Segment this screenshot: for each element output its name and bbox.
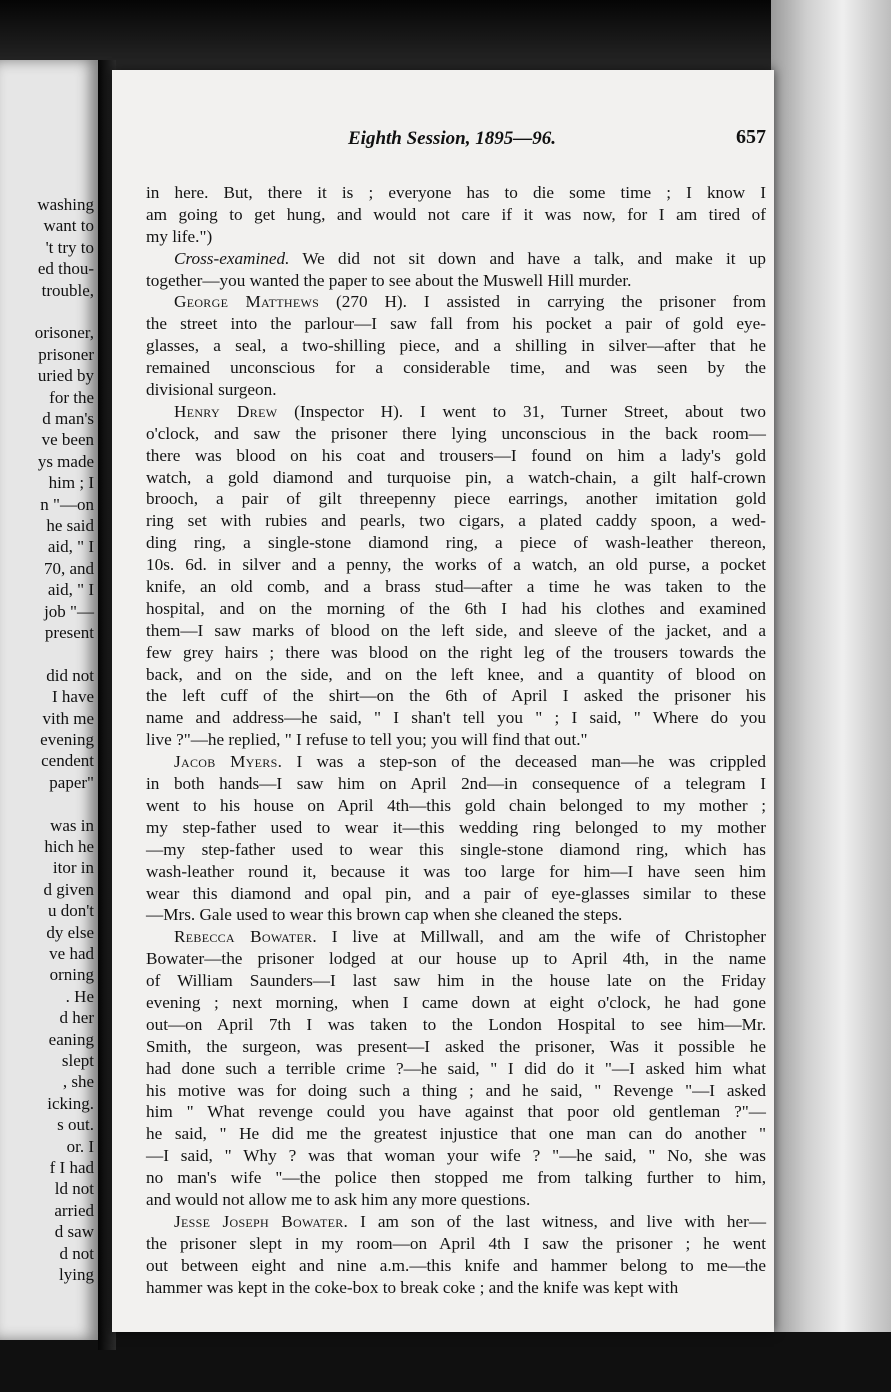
paragraph	[146, 751, 766, 926]
text-line	[146, 1014, 766, 1036]
line-text: —my step-father used to wear this single-stone diamond ring, which has	[146, 839, 766, 859]
line-text: brooch, a pair of gilt threepenny piece earrings, another imitation gold	[146, 489, 766, 509]
text-line	[146, 1080, 766, 1102]
facing-page-line: or. I	[66, 1136, 94, 1156]
facing-page-line: eaning	[48, 1029, 94, 1049]
facing-page-line: dy else	[46, 922, 94, 942]
line-text: out between eight and nine a.m.—this knife and hammer belong to me—the	[146, 1255, 766, 1275]
page-header	[148, 128, 766, 158]
facing-page-line: aid, " I	[47, 580, 94, 600]
line-text: Smith, the surgeon, was present—I asked the prisoner, Was it possible he	[146, 1036, 766, 1056]
scan-border-right	[771, 0, 891, 1392]
text-line	[146, 1167, 766, 1189]
line-text: ring set with rubies and pearls, two cigars, a plated caddy spoon, a wed-	[146, 511, 766, 531]
line-text: the prisoner slept in my room—on April 4th I saw the prisoner ; he went	[146, 1233, 766, 1253]
text-line	[146, 664, 766, 686]
line-text: remained unconscious for a considerable time, and was seen by the	[146, 358, 766, 378]
text-line	[146, 992, 766, 1014]
text-line	[146, 970, 766, 992]
line-text: am going to get hung, and would not care if it was now, for I am tired of	[146, 204, 766, 224]
line-text: went to his house on April 4th—this gold chain belonged to my mother ;	[146, 795, 766, 815]
line-text: 10s. 6d. in silver and a penny, the works of a watch, an old purse, a pocket	[146, 555, 766, 575]
book-page	[112, 70, 774, 1332]
line-text: o'clock, and saw the prisoner there lying unconscious in the back room—	[146, 423, 766, 443]
facing-page-line: d not	[59, 1243, 94, 1263]
line-text: hammer was kept in the coke-box to break coke ; and the knife was kept with	[146, 1277, 679, 1297]
witness-designation: (Inspector H).	[277, 401, 404, 421]
facing-page-line: ve had	[49, 944, 94, 963]
facing-page-line: cendent	[41, 751, 94, 771]
line-text: the street into the parlour—I saw fall from his pocket a pair of gold eye-	[146, 314, 766, 334]
line-text: name and address—he said, " I shan't tell you " ; I said, " Where do you	[146, 708, 766, 728]
text-line	[146, 707, 766, 729]
running-head: Eighth Session, 1895—96.	[348, 128, 556, 149]
line-text: no man's wife "—the police then stopped me from talking further to him,	[146, 1168, 766, 1188]
text-line	[146, 883, 766, 905]
text-line	[146, 861, 766, 883]
line-text: few grey hairs ; there was blood on the right leg of the trousers towards the	[146, 642, 766, 662]
facing-page-line: d her	[59, 1008, 94, 1028]
facing-page-line: , she	[62, 1072, 94, 1092]
scan-border-top	[0, 0, 891, 75]
text-line	[146, 1058, 766, 1080]
facing-page-line: s out.	[57, 1115, 94, 1135]
facing-page-line: f I had	[49, 1158, 94, 1177]
line-text: watch, a gold diamond and turquoise pin, a watch-chain, a gilt half-crown	[146, 467, 766, 487]
facing-page-line: did not	[46, 665, 94, 685]
line-text: there was blood on his coat and trousers—I found on him a lady's gold	[146, 445, 766, 465]
facing-page-line: him ; I	[48, 473, 94, 493]
scan-border-bottom	[0, 1332, 891, 1392]
facing-page-line: ys made	[37, 451, 94, 471]
witness-name: George Matthews	[174, 292, 320, 312]
text-line	[146, 1233, 766, 1255]
facing-page-line: prisoner	[38, 344, 94, 364]
witness-name: Henry Drew	[174, 401, 278, 421]
line-text: live ?"—he replied, " I refuse to tell you; you will find that out."	[146, 730, 588, 750]
facing-page-line: trouble,	[41, 280, 94, 300]
text-line	[146, 313, 766, 335]
facing-page-line: orning	[49, 965, 94, 985]
text-line	[146, 204, 766, 226]
line-text: I went to 31, Turner Street, about two	[403, 401, 766, 421]
body-text	[146, 182, 766, 1298]
line-text: I was a step-son of the deceased man—he was crippled	[282, 752, 766, 772]
line-text: knife, an old comb, and a brass stud—after a time he was taken to the	[146, 577, 766, 597]
facing-page-line: ve been	[41, 430, 94, 450]
text-line	[146, 1123, 766, 1145]
text-line	[146, 1189, 766, 1211]
paragraph	[146, 926, 766, 1211]
facing-page-line: d man's	[42, 409, 94, 428]
text-line	[146, 445, 766, 467]
line-text: divisional surgeon.	[146, 380, 277, 400]
line-text: I assisted in carrying the prisoner from	[406, 292, 766, 312]
line-text: my step-father used to wear it—this wedding ring belonged to my mother	[146, 817, 766, 837]
text-line	[146, 795, 766, 817]
line-text: hospital, and on the morning of the 6th I had his clothes and examined	[146, 598, 766, 618]
text-line	[146, 401, 766, 423]
line-text: out—on April 7th I was taken to the London Hospital to see him—Mr.	[146, 1014, 766, 1034]
facing-page-line: washing	[37, 195, 94, 214]
line-text: his motive was for doing such a thing ; and he said, " Revenge "—I asked	[146, 1080, 766, 1100]
facing-page-line: uried by	[37, 366, 94, 386]
facing-page-line: evening	[40, 730, 94, 749]
paragraph	[146, 248, 766, 292]
facing-page-line: I have	[51, 687, 94, 707]
text-line	[146, 467, 766, 489]
line-text: he said, " He did me the greatest injustice that one man can do another "	[146, 1124, 766, 1144]
line-text: I live at Millwall, and am the wife of Christopher	[316, 927, 766, 947]
line-text: We did not sit down and have a talk, and make it up	[289, 248, 766, 268]
paragraph	[146, 401, 766, 751]
text-line	[146, 554, 766, 576]
line-text: wear this diamond and opal pin, and a pair of eye-glasses similar to these	[146, 883, 766, 903]
line-text: glasses, a seal, a two-shilling piece, and a shilling in silver—after that he	[146, 336, 766, 356]
facing-page-line: d saw	[54, 1222, 94, 1242]
text-line	[146, 510, 766, 532]
line-text: together—you wanted the paper to see about the Muswell Hill murder.	[146, 270, 632, 290]
witness-designation: (270 H).	[319, 292, 407, 312]
text-line	[146, 773, 766, 795]
text-line	[146, 904, 766, 926]
facing-page-line: itor in	[52, 858, 94, 878]
text-line	[146, 1101, 766, 1123]
text-line	[146, 926, 766, 948]
text-line	[146, 1277, 766, 1299]
facing-page-line: want to	[43, 216, 94, 236]
line-text: of William Saunders—I last saw him in the house late on the Friday	[146, 971, 766, 991]
text-line	[146, 1145, 766, 1167]
line-text: had done such a terrible crime ?—he said, " I did do it "—I asked him what	[146, 1058, 766, 1078]
text-line	[146, 182, 766, 204]
facing-page-line: 70, and	[43, 558, 94, 578]
line-text: my life.")	[146, 226, 213, 246]
line-text: and would not allow me to ask him any more questions.	[146, 1189, 531, 1209]
facing-page-line: vith me	[42, 708, 94, 728]
facing-page-line: paper"	[49, 772, 94, 792]
line-text: back, and on the side, and on the left knee, and a quantity of blood on	[146, 664, 766, 684]
text-line	[146, 817, 766, 839]
text-line	[146, 642, 766, 664]
facing-page-line: n "—on	[40, 494, 94, 514]
line-text: in here. But, there it is ; everyone has to die some time ; I know I	[146, 183, 766, 202]
facing-page-line: for the	[49, 387, 94, 407]
text-line	[146, 685, 766, 707]
text-line	[146, 576, 766, 598]
paragraph	[146, 182, 766, 248]
facing-page-line: slept	[61, 1051, 94, 1070]
text-line	[146, 729, 766, 751]
text-line	[146, 839, 766, 861]
text-line	[146, 948, 766, 970]
line-text: wash-leather round it, because it was too large for him—I have seen him	[146, 861, 766, 881]
facing-page-line: was in	[50, 815, 94, 835]
facing-page-line: aid, " I	[47, 537, 94, 557]
text-line	[146, 379, 766, 401]
text-line	[146, 488, 766, 510]
text-line	[146, 751, 766, 773]
facing-page-line: icking.	[47, 1093, 94, 1113]
line-text: Bowater—the prisoner lodged at our house up to April 4th, in the name	[146, 949, 766, 969]
line-text: him " What revenge could you have against that poor old gentleman ?"—	[146, 1102, 766, 1122]
facing-page-line: orisoner,	[34, 323, 94, 343]
facing-page-line: d given	[43, 879, 94, 899]
facing-page-line: he said	[46, 516, 94, 535]
facing-page-line: lying	[59, 1265, 94, 1284]
line-text: the left cuff of the shirt—on the 6th of April I asked the prisoner his	[146, 686, 766, 706]
line-text: ding ring, a single-stone diamond ring, a piece of wash-leather thereon,	[146, 533, 766, 553]
facing-page-fragment	[0, 60, 98, 1340]
section-label: Cross-examined.	[174, 248, 290, 268]
line-text: I am son of the last witness, and live with her—	[348, 1211, 767, 1231]
line-text: in both hands—I saw him on April 2nd—in consequence of a telegram I	[146, 774, 766, 794]
line-text: —Mrs. Gale used to wear this brown cap when she cleaned the steps.	[146, 905, 623, 925]
line-text: them—I saw marks of blood on the left side, and sleeve of the jacket, and a	[146, 620, 766, 640]
text-line	[146, 598, 766, 620]
facing-page-line: arried	[54, 1200, 94, 1220]
text-line	[146, 335, 766, 357]
line-text: —I said, " Why ? was that woman your wife ? "—he said, " No, she was	[146, 1146, 766, 1166]
text-line	[146, 357, 766, 379]
facing-page-line: u don't	[47, 901, 94, 921]
text-line	[146, 1211, 766, 1233]
facing-page-line: ed thou-	[37, 259, 94, 279]
text-line	[146, 1036, 766, 1058]
text-line	[146, 248, 766, 270]
text-line	[146, 423, 766, 445]
paragraph	[146, 1211, 766, 1299]
facing-page-line: . He	[65, 986, 94, 1006]
text-line	[146, 620, 766, 642]
page-number: 657	[736, 126, 766, 148]
text-line	[146, 270, 766, 292]
facing-page-line: hich he	[44, 837, 94, 856]
facing-page-line: 't try to	[45, 237, 94, 257]
witness-name: Jesse Joseph Bowater.	[174, 1211, 349, 1231]
witness-name: Rebecca Bowater.	[174, 927, 317, 947]
facing-page-line: ld not	[54, 1179, 94, 1199]
line-text: evening ; next morning, when I came down at eight o'clock, he had gone	[146, 992, 766, 1012]
witness-name: Jacob Myers.	[174, 752, 283, 772]
text-line	[146, 226, 766, 248]
paragraph	[146, 291, 766, 400]
facing-page-line: present	[44, 623, 94, 642]
text-line	[146, 532, 766, 554]
facing-page-line: job "—	[44, 601, 94, 621]
text-line	[146, 1255, 766, 1277]
text-line	[146, 291, 766, 313]
